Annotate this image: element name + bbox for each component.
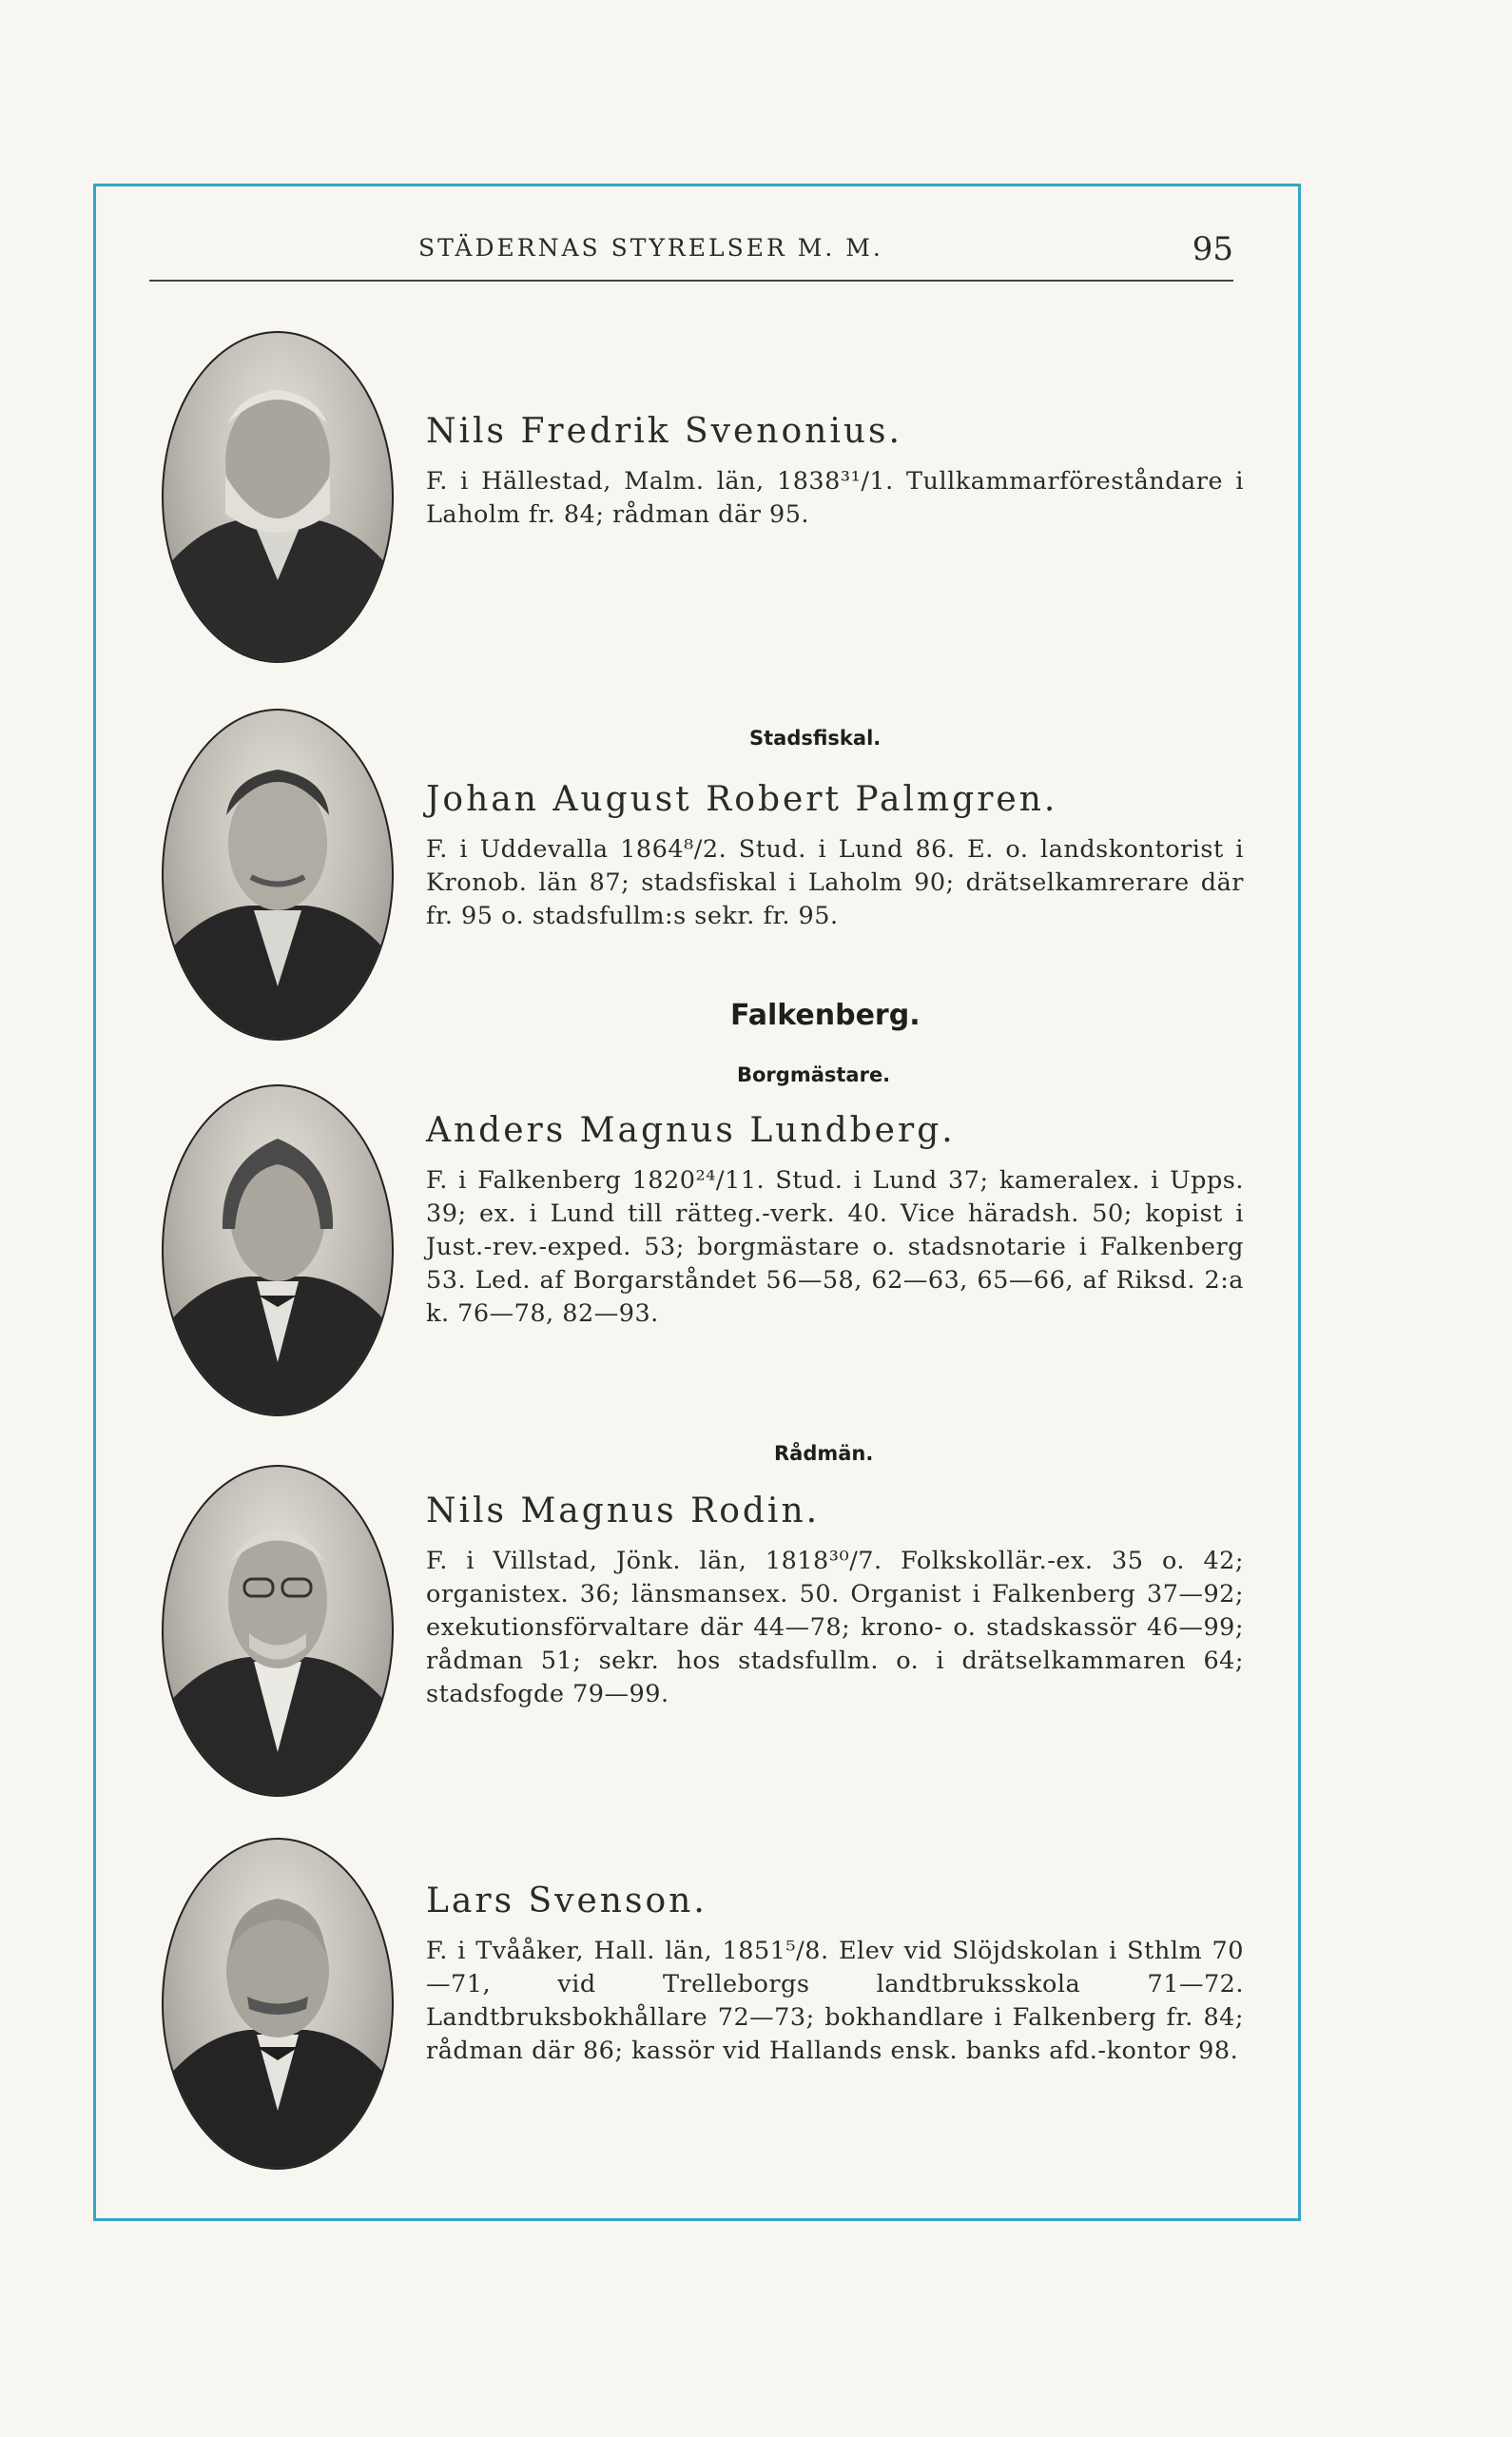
biography: F. i Tvååker, Hall. län, 1851⁵/8. Elev vid Slöjdskolan i Sthlm 70—71, vid Trelleborgs landtbruksskola 71—72. Landtbruksbokhållare 72—73; bokhandlare i Falkenberg fr. 84; rådman där 86; kassör vid Hallands ensk. banks afd.-kontor 98. [426, 1937, 1244, 2065]
biography: F. i Falkenberg 1820²⁴/11. Stud. i Lund 37; kameralex. i Upps. 39; ex. i Lund till rätteg.-verk. 40. Vice häradsh. 50; kopist i Just.-rev.-exped. 53; borgmästare o. stadsnotarie i Falkenberg 53. Led. af Borgarståndet 56—58, 62—63, 65—66, af Riksd. 2:a k. 76—78, 82—93. [426, 1166, 1244, 1328]
portrait-photo [164, 1840, 392, 2168]
page-header [149, 226, 1233, 282]
section-falkenberg: Falkenberg. [730, 999, 921, 1032]
entry-palmgren [426, 780, 1244, 933]
entry-svenson [426, 1881, 1244, 2068]
biography: F. i Hällestad, Malm. län, 1838³¹/1. Tullkammarföreståndare i Laholm fr. 84; rådman där 95. [426, 467, 1244, 529]
portrait-palmgren [162, 709, 394, 1041]
portrait-svenonius [162, 331, 394, 663]
section-borgmastare: Borgmästare. [737, 1063, 891, 1086]
portrait-svenson [162, 1838, 394, 2170]
biography: F. i Villstad, Jönk. län, 1818³⁰/7. Folkskollär.-ex. 35 o. 42; organistex. 36; länsmansex. 50. Organist i Falkenberg 37—92; exekutionsförvaltare där 44—78; krono- o. stadskassör 46—99; rådman 51; sekr. hos stadsfullm. o. i drätselkammaren 64; stadsfogde 79—99. [426, 1547, 1244, 1708]
portrait-lundberg [162, 1084, 394, 1416]
person-name: Johan August Robert Palmgren. [426, 780, 1058, 819]
portrait-photo [164, 333, 392, 661]
entry-lundberg [426, 1111, 1244, 1331]
page-number: 95 [1192, 230, 1233, 268]
portrait-photo [164, 1467, 392, 1795]
person-name: Nils Magnus Rodin. [426, 1491, 821, 1530]
running-title: STÄDERNAS STYRELSER M. M. [418, 234, 883, 262]
entry-rodin [426, 1491, 1244, 1711]
entry-svenonius [426, 412, 1244, 532]
biography: F. i Uddevalla 1864⁸/2. Stud. i Lund 86. E. o. landskontorist i Kronob. län 87; stadsfiskal i Laholm 90; drätselkamrerare där fr. 95 o. stadsfullm:s sekr. fr. 95. [426, 835, 1244, 930]
person-name: Lars Svenson. [426, 1881, 708, 1920]
section-radman: Rådmän. [774, 1442, 874, 1465]
portrait-rodin [162, 1465, 394, 1797]
person-name: Nils Fredrik Svenonius. [426, 412, 902, 451]
section-stadsfiskal: Stadsfiskal. [749, 727, 882, 750]
person-name: Anders Magnus Lundberg. [426, 1111, 956, 1150]
portrait-photo [164, 711, 392, 1039]
portrait-photo [164, 1086, 392, 1414]
